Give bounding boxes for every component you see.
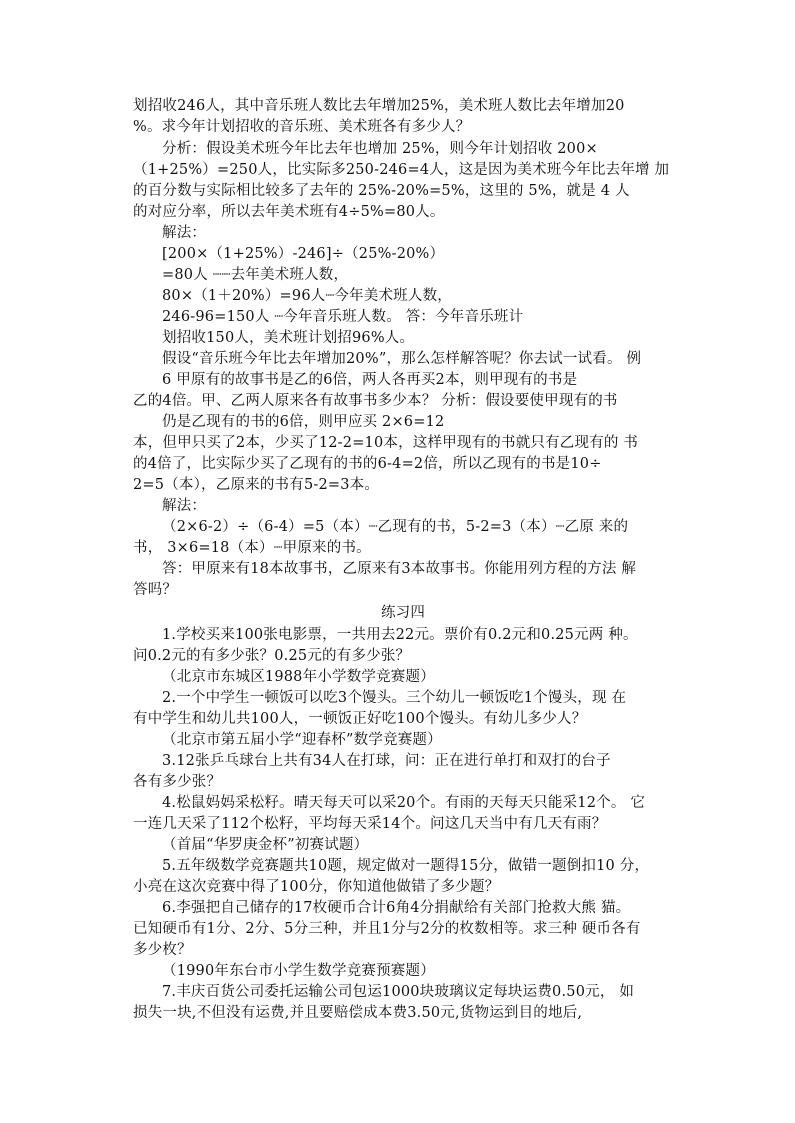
text-line: 各有多少张？ [133, 774, 222, 790]
text-line: 4.松鼠妈妈采松籽。晴天每天可以采20个。有雨的天每天只能采12个。 它 [162, 795, 646, 811]
section-title: 练习四 [380, 605, 426, 621]
text-line: 有中学生和幼儿共100人，一顿饭正好吃100个馒头。有幼儿多少人？ [133, 711, 587, 727]
text-line: 6 甲原有的故事书是乙的6倍，两人各再买2本，则甲现有的书是 [162, 372, 578, 388]
text-line: 本，但甲只买了2本，少买了12-2=10本，这样甲现有的书就只有乙现有的 书 [133, 435, 639, 451]
text-line: 划招收246人，其中音乐班人数比去年增加25%，美术班人数比去年增加20 [133, 98, 625, 114]
text-line: 1.学校买来100张电影票，一共用去22元。票价有0.2元和0.25元两 种。 [162, 627, 638, 643]
text-line: 书， 3×6=18（本）┈甲原来的书。 [133, 540, 371, 556]
text-line: 损失一块,不但没有运费,并且要赔偿成本费3.50元,货物运到目的地后, [133, 1005, 583, 1021]
text-line: 仍是乙现有的书的6倍，则甲应买 2×6=12 [162, 414, 445, 430]
text-line: （北京市东城区1988年小学数学竞赛题） [162, 669, 435, 685]
text-line: 的百分数与实际相比较多了去年的 25%-20%=5%，这里的 5%，就是 4 人 [133, 183, 630, 199]
text-line: 解法： [162, 225, 207, 241]
text-line: 分析：假设美术班今年比去年也增加 25%，则今年计划招收 200× [162, 141, 598, 157]
text-line: （2×6-2）÷（6-4）=5（本）┈乙现有的书，5-2=3（本）┈乙原 来的 [162, 519, 629, 535]
text-line: 7.丰庆百货公司委托运输公司包运1000块玻璃议定每块运费0.50元， 如 [162, 984, 635, 1000]
text-line: （1+25%）=250人，比实际多250-246=4人，这是因为美术班今年比去年增 加 [133, 162, 670, 178]
text-line: 假设“音乐班今年比去年增加20%”，那么怎样解答呢？你去试一试看。 例 [162, 351, 642, 367]
text-line: 小亮在这次竞赛中得了100分，你知道他做错了多少题？ [133, 879, 500, 895]
text-line: 解法： [162, 498, 207, 514]
text-line: 划招收150人，美术班计划招96%人。 [162, 330, 415, 346]
text-line: 5.五年级数学竞赛题共10题，规定做对一题得15分，做错一题倒扣10 分， [162, 858, 650, 874]
text-line: 答：甲原来有18本故事书，乙原来有3本故事书。你能用列方程的方法 解 [162, 561, 637, 577]
text-line: =80人 ┈┈去年美术班人数， [162, 267, 349, 283]
text-line: 6.李强把自己储存的17枚硬币合计6角4分捐献给有关部门抢救大熊 猫。 [162, 900, 631, 916]
text-line: 3.12张乒乓球台上共有34人在打球，问：正在进行单打和双打的台子 [162, 753, 611, 769]
text-line: 答吗？ [133, 582, 178, 598]
text-line: 的4倍了，比实际少买了乙现有的书的6-4=2倍，所以乙现有的书是10÷ [133, 456, 602, 472]
text-line: 2.一个中学生一顿饭可以吃3个馒头。三个幼儿一顿饭吃1个馒头，现 在 [162, 690, 627, 706]
text-line: [200×（1+25%）-246]÷（25%-20%） [162, 246, 445, 262]
text-line: 问0.2元的有多少张？0.25元的有多少张？ [133, 648, 411, 664]
text-line: 2=5（本），乙原来的书有5-2=3本。 [133, 477, 380, 493]
text-line: （首届“华罗庚金杯”初赛试题） [162, 837, 369, 853]
text-line: 多少枚？ [133, 942, 192, 958]
text-line: （1990年东台市小学生数学竞赛预赛题） [162, 963, 435, 979]
text-line: 的对应分率，所以去年美术班有4÷5%=80人。 [133, 204, 445, 220]
text-line: 246-96=150人 ┈今年音乐班人数。 答：今年音乐班计 [162, 309, 524, 325]
text-line: %。求今年计划招收的音乐班、美术班各有多少人？ [133, 119, 471, 135]
text-line: 一连几天采了112个松籽，平均每天采14个。问这几天当中有几天有雨？ [133, 816, 607, 832]
text-line: 已知硬币有1分、2分、5分三种，并且1分与2分的枚数相等。求三种 硬币各有 [133, 921, 641, 937]
text-line: （北京市第五届小学“迎春杯”数学竞赛题） [162, 732, 442, 748]
text-line: 80×（1＋20%）=96人┈今年美术班人数， [162, 288, 452, 304]
text-line: 乙的4倍。甲、乙两人原来各有故事书多少本？ 分析：假设要使甲现有的书 [133, 393, 618, 409]
